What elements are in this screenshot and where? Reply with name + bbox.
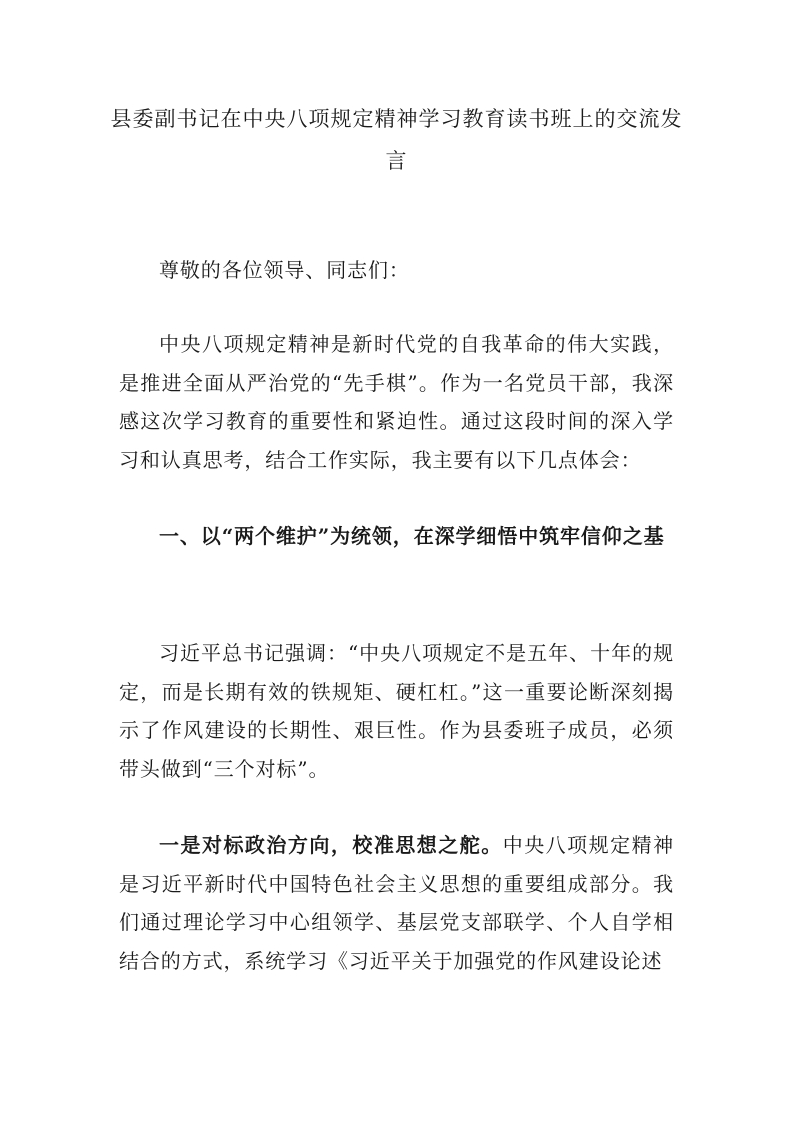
quote-paragraph: 习近平总书记强调：“中央八项规定不是五年、十年的规定，而是长期有效的铁规矩、硬杠杠。”这一重要论断深刻揭示了作风建设的长期性、艰巨性。作为县委班子成员，必须带头做到“三个对标”。 [119,641,674,781]
point-1-body: 中央八项规定精神是习近平新时代中国特色社会主义思想的重要组成部分。我们通过理论学习中心组领学、基层党支部联学、个人自学相结合的方式，系统学习《习近平关于加强党的作风建设论述 [119,833,674,973]
intro-paragraph: 中央八项规定精神是新时代党的自我革命的伟大实践，是推进全面从严治党的“先手棋”。作为一名党员干部，我深感这次学习教育的重要性和紧迫性。通过这段时间的深入学习和认真思考，结合工作实际，我主要有以下几点体会： [119,332,674,472]
salutation: 尊敬的各位领导、同志们： [159,258,410,282]
point-1-lead: 一是对标政治方向，校准思想之舵。 [159,833,503,857]
document-title: 县委副书记在中央八项规定精神学习教育读书班上的交流发言 [110,107,683,173]
section-heading-1: 一、以“两个维护”为统领，在深学细悟中筑牢信仰之基 [159,524,665,548]
point-1-paragraph [119,826,674,980]
